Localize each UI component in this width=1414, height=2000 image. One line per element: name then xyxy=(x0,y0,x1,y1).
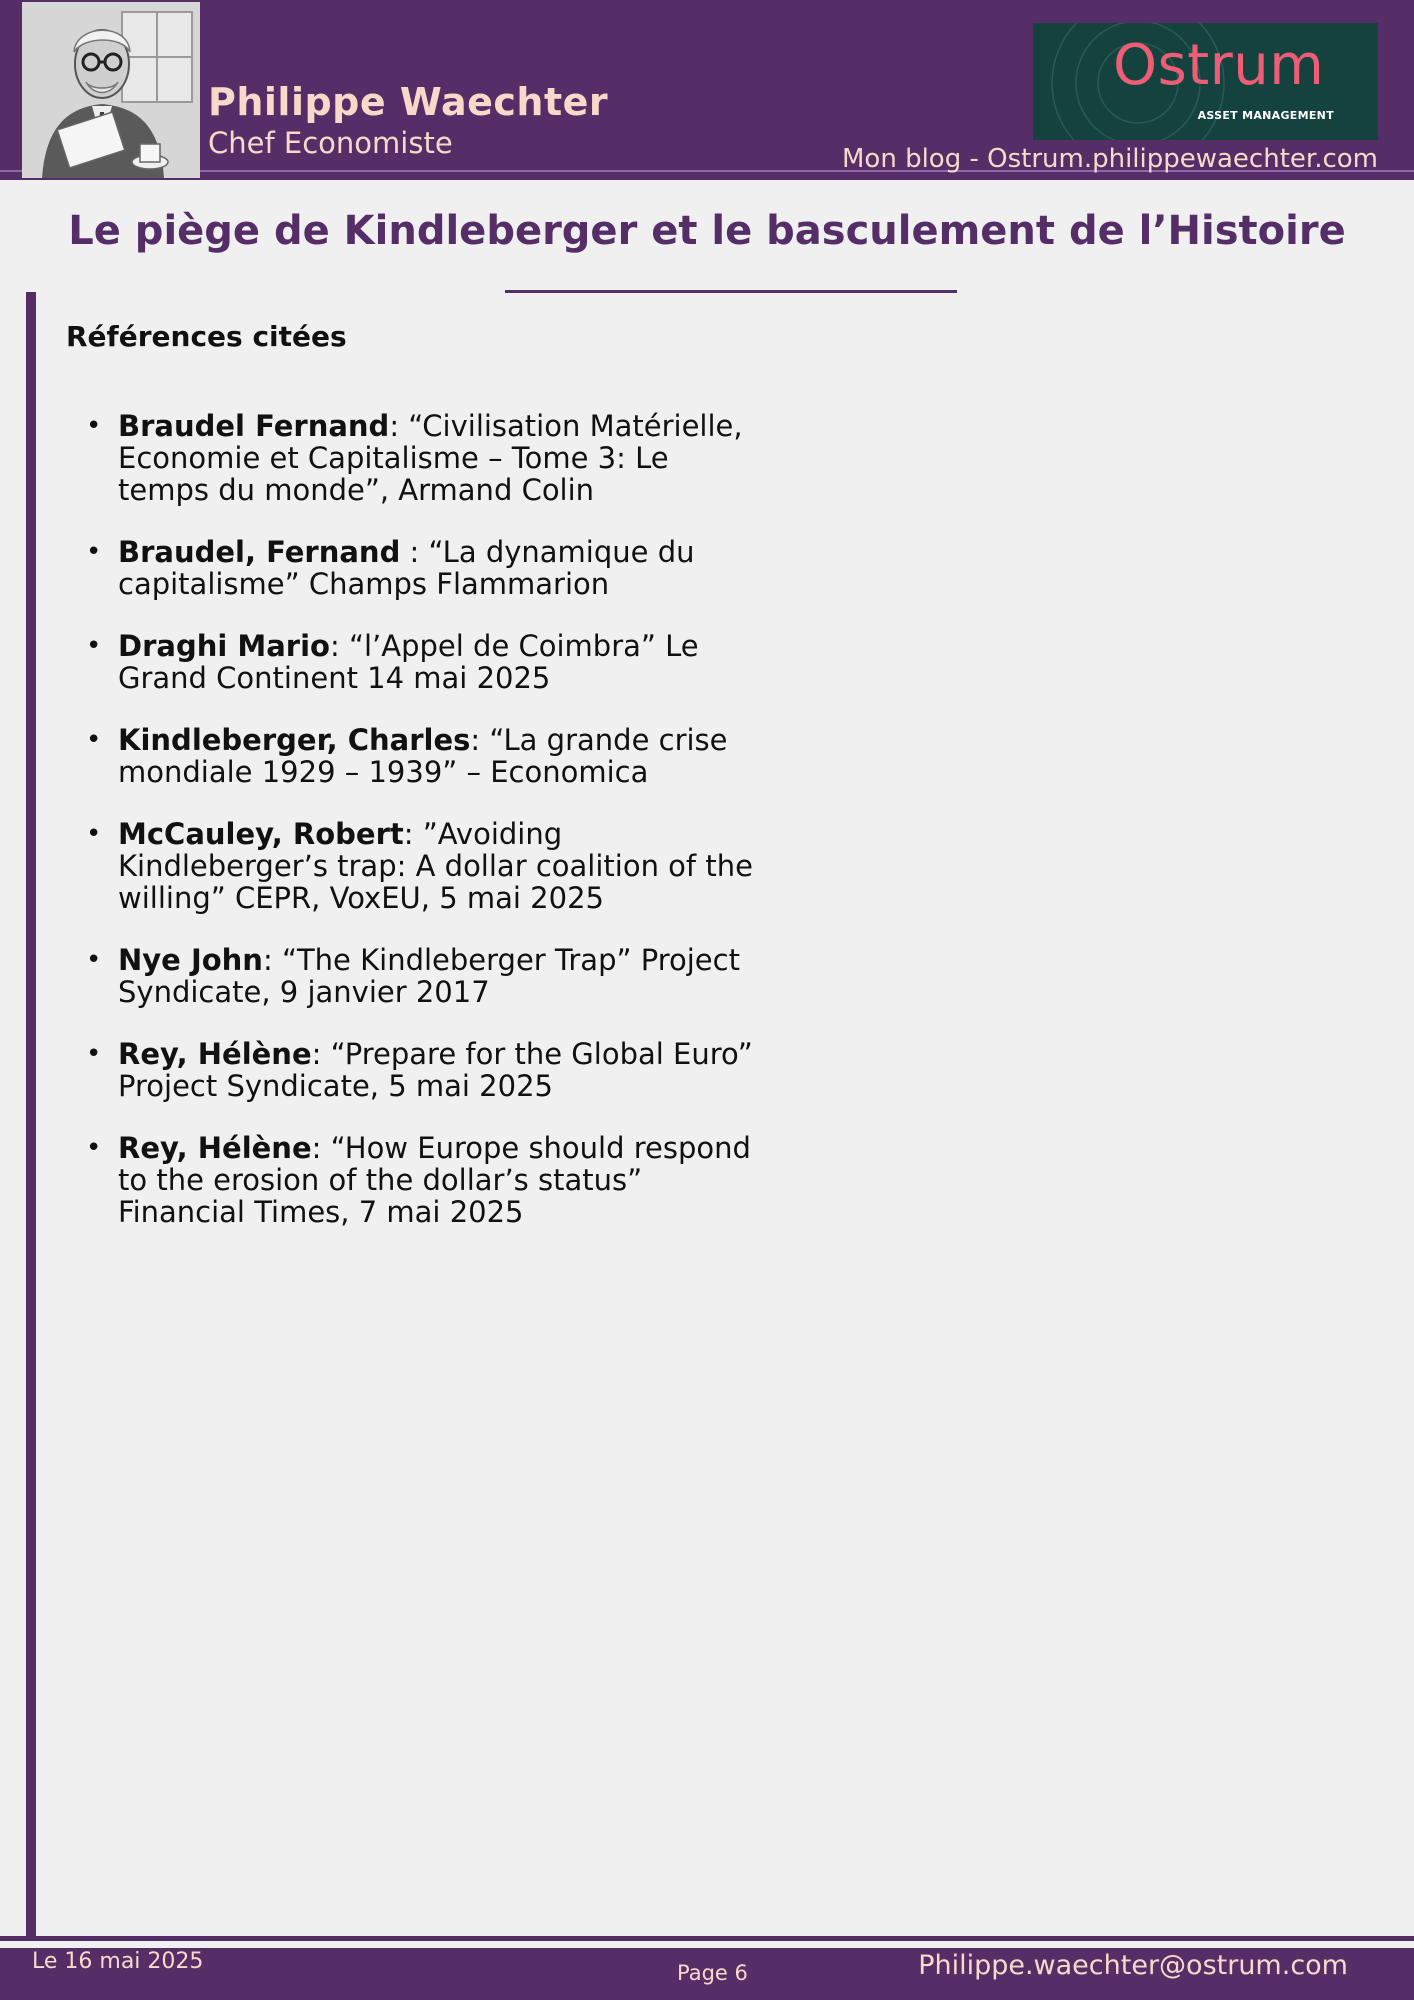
reference-author: Braudel Fernand xyxy=(118,409,390,443)
blog-link[interactable]: Mon blog - Ostrum.philippewaechter.com xyxy=(841,144,1378,174)
bullet-icon: • xyxy=(86,1039,102,1069)
reference-author: Kindleberger, Charles xyxy=(118,723,471,757)
bullet-icon: • xyxy=(86,631,102,661)
bullet-icon: • xyxy=(86,411,102,441)
bullet-icon: • xyxy=(86,537,102,567)
reference-author: Braudel, Fernand xyxy=(118,535,401,569)
reference-text: : “How Europe should respond to the erosion of the dollar’s status” Financial Times, 7 mai 2025 xyxy=(118,1131,751,1229)
ostrum-logo xyxy=(1033,23,1378,140)
bullet-icon: • xyxy=(86,819,102,849)
title-underline xyxy=(505,290,957,293)
bullet-icon: • xyxy=(86,945,102,975)
logo-wordmark: Ostrum xyxy=(1113,33,1325,98)
reference-author: Nye John xyxy=(118,943,263,977)
reference-item xyxy=(86,943,758,1009)
reference-item xyxy=(86,1037,758,1103)
reference-author: McCauley, Robert xyxy=(118,817,404,851)
reference-text: : “La dynamique du capitalisme” Champs Flammarion xyxy=(118,535,695,601)
reference-item xyxy=(86,1131,758,1229)
reference-text: : “La grande crise mondiale 1929 – 1939” – Economica xyxy=(118,723,728,789)
page-number: Page 6 xyxy=(677,1961,748,1985)
reference-item xyxy=(86,409,758,507)
reference-item xyxy=(86,817,758,915)
footer-email-link[interactable]: Philippe.waechter@ostrum.com xyxy=(918,1950,1348,1981)
reference-text: : “Prepare for the Global Euro” Project Syndicate, 5 mai 2025 xyxy=(118,1037,753,1103)
author-portrait-image xyxy=(22,2,200,178)
bullet-icon: • xyxy=(86,725,102,755)
section-title: Références citées xyxy=(66,320,347,353)
author-sketch-illustration xyxy=(22,2,200,178)
page-title: Le piège de Kindleberger et le basculement de l’Histoire xyxy=(68,208,1346,254)
bullet-icon: • xyxy=(86,1133,102,1163)
author-name: Philippe Waechter xyxy=(208,80,609,124)
footer-divider xyxy=(0,1936,1414,1941)
reference-text: : “l’Appel de Coimbra” Le Grand Continent 14 mai 2025 xyxy=(118,629,699,695)
reference-item xyxy=(86,629,758,695)
reference-text: : ”Avoiding Kindleberger’s trap: A dollar coalition of the willing” CEPR, VoxEU, 5 mai 2025 xyxy=(118,817,753,915)
reference-text: : “The Kindleberger Trap” Project Syndicate, 9 janvier 2017 xyxy=(118,943,740,1009)
reference-author: Draghi Mario xyxy=(118,629,330,663)
reference-author: Rey, Hélène xyxy=(118,1037,312,1071)
reference-text: : “Civilisation Matérielle, Economie et Capitalisme – Tome 3: Le temps du monde”, Armand Colin xyxy=(118,409,743,507)
logo-subtitle: ASSET MANAGEMENT xyxy=(1197,109,1334,122)
left-accent-bar xyxy=(26,292,36,1937)
reference-item xyxy=(86,535,758,601)
author-role: Chef Economiste xyxy=(208,126,453,160)
footer-date: Le 16 mai 2025 xyxy=(32,1949,204,1974)
reference-author: Rey, Hélène xyxy=(118,1131,312,1165)
reference-item xyxy=(86,723,758,789)
references-list xyxy=(66,410,758,1258)
